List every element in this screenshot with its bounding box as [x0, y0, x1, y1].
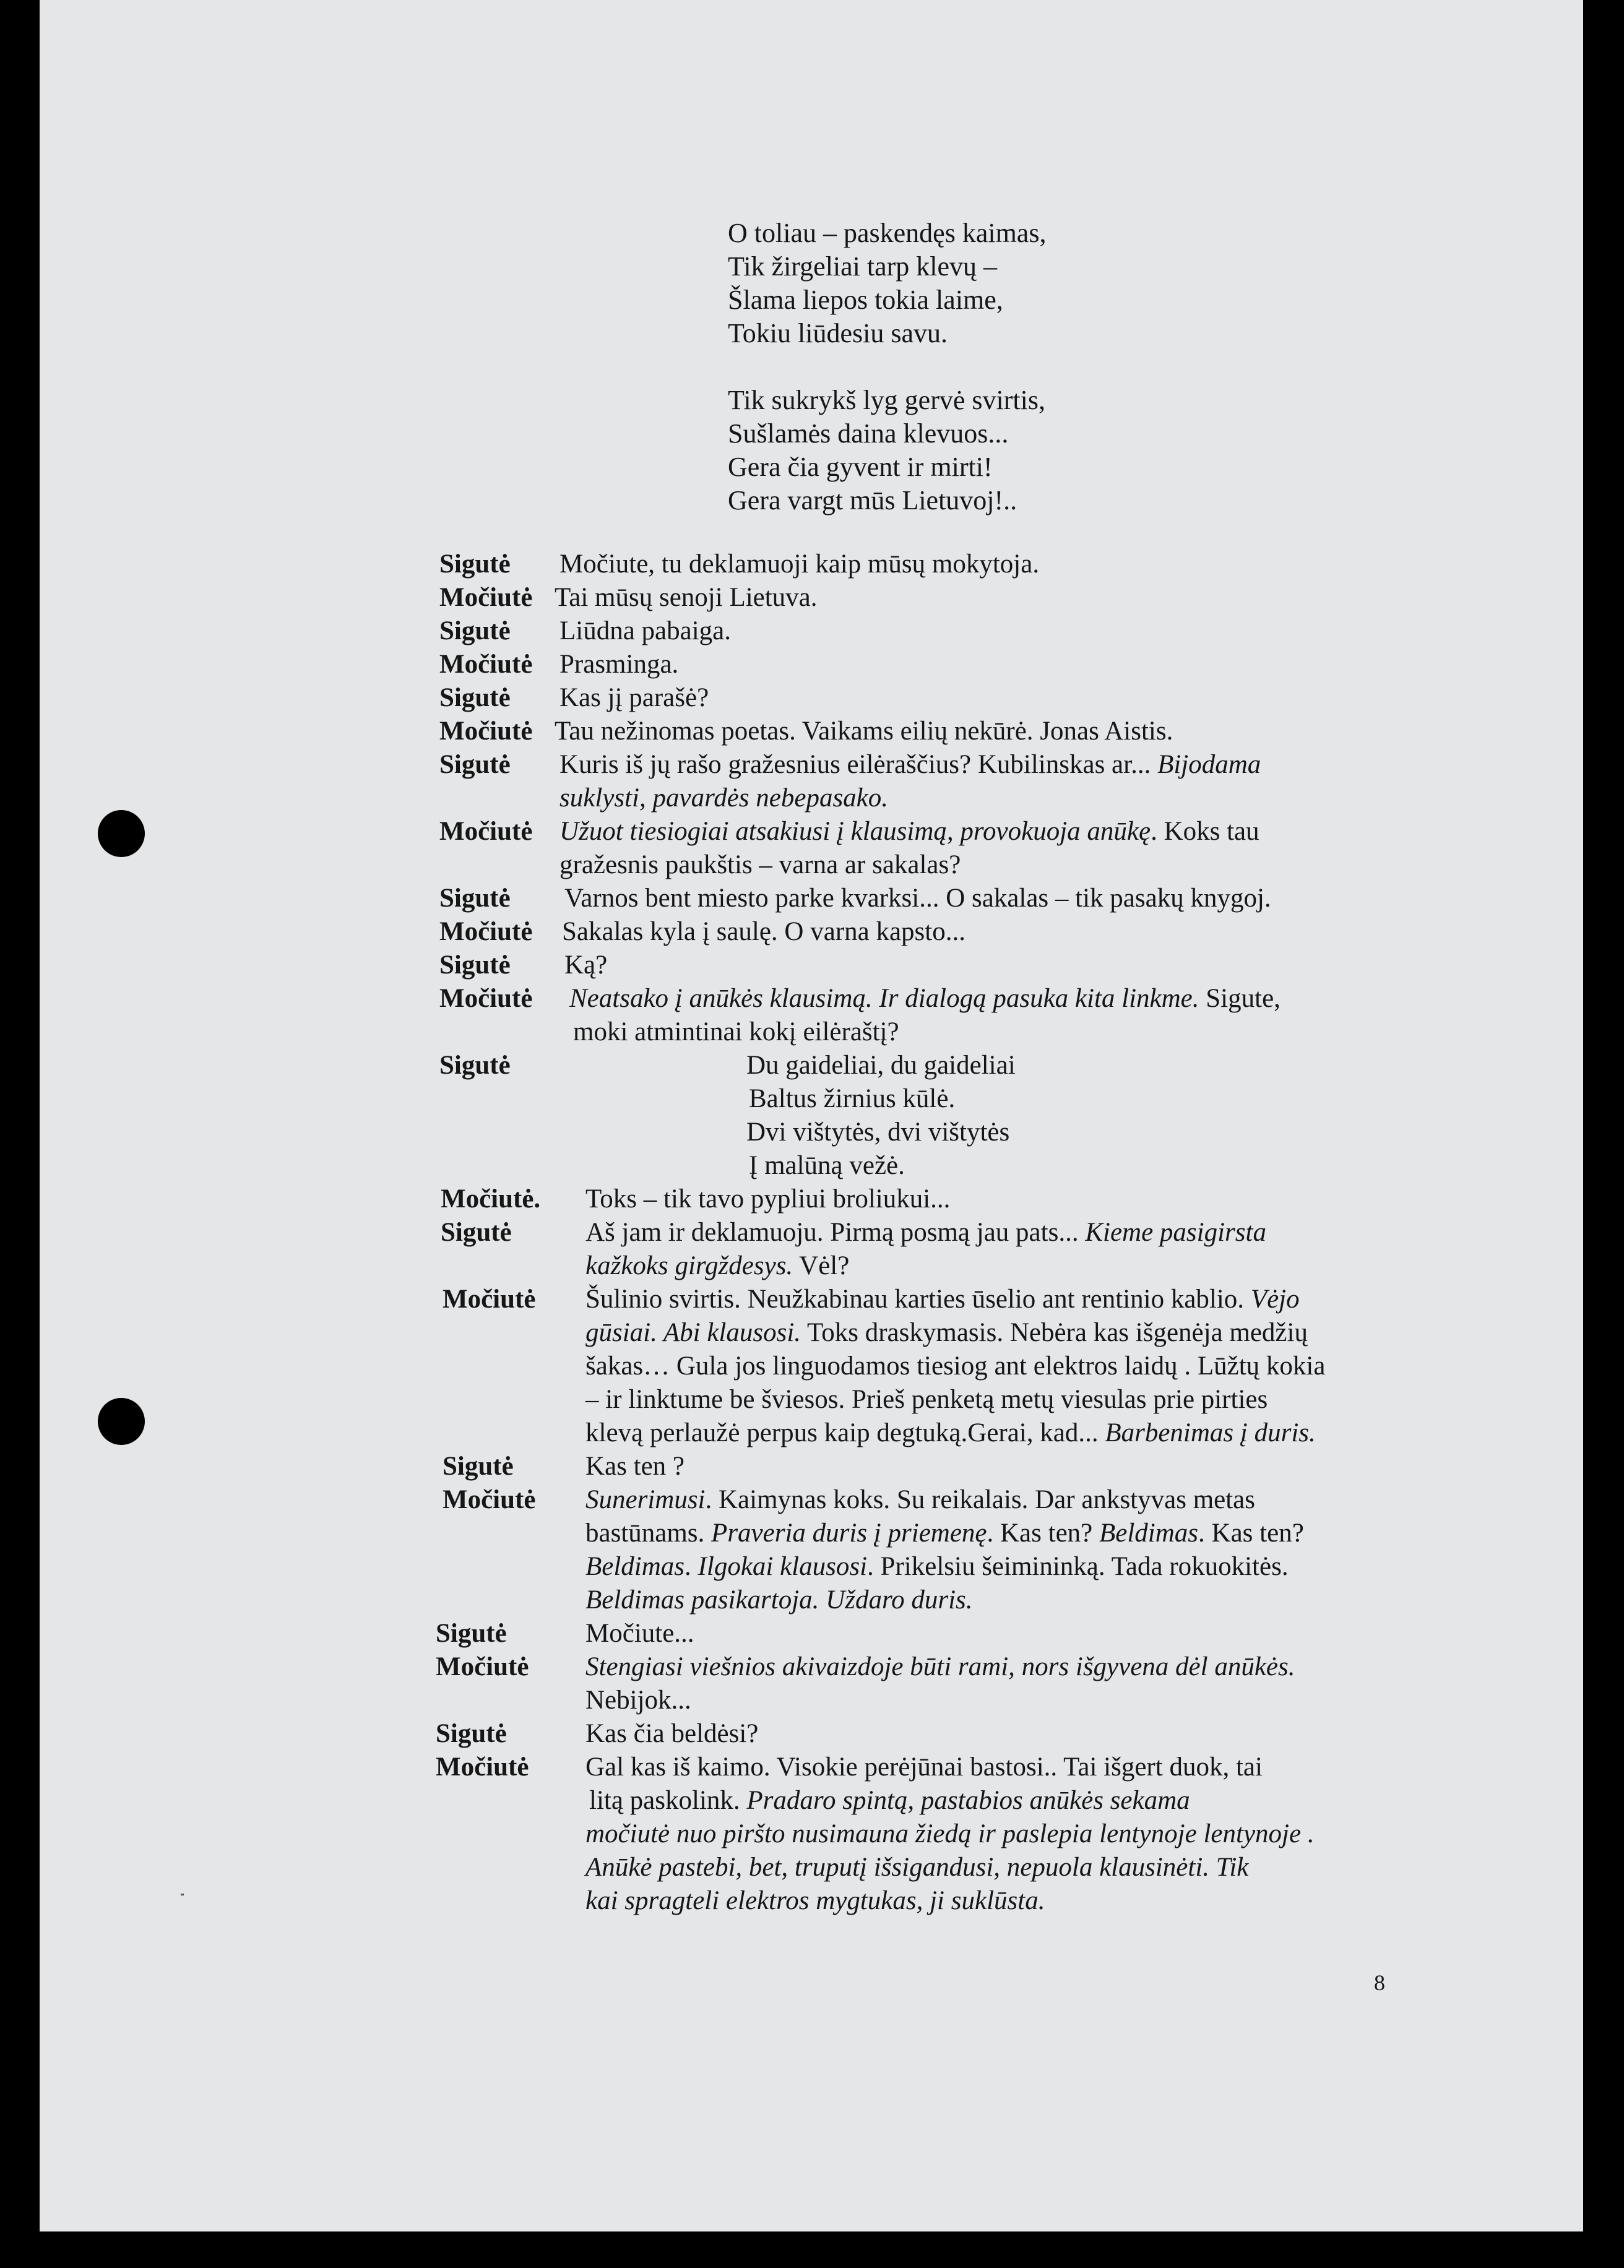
- dialog-text: [585, 1650, 1295, 1717]
- dialog-line: [585, 1316, 1325, 1350]
- dialog-text: [559, 548, 1039, 581]
- dialog-line: [585, 1383, 1325, 1416]
- dialog-text: [564, 882, 1271, 915]
- dialog-text: [585, 1483, 1304, 1617]
- poem-line: Tokiu liūdesiu savu.: [728, 318, 948, 348]
- stage-direction: Praveria duris į priemenę: [711, 1519, 987, 1548]
- dialog-line: [585, 1784, 1315, 1817]
- dialog-text: [559, 748, 1261, 815]
- spoken-text: Ką?: [564, 951, 608, 980]
- spoken-text: Šulinio svirtis. Neužkabinau karties ūselio ant rentinio kablio.: [585, 1285, 1251, 1314]
- poem-line: Šlama liepos tokia laime,: [728, 285, 1003, 315]
- dialog-text: [559, 614, 731, 648]
- speaker-name: Močiutė.: [441, 1184, 541, 1214]
- dialog-line: [585, 1416, 1325, 1450]
- page-number: 8: [1374, 1970, 1385, 1995]
- punch-hole: [98, 1398, 145, 1445]
- speaker-name: Močiutė: [439, 817, 533, 846]
- poem-line: Gera vargt mūs Lietuvoj!..: [728, 485, 1017, 515]
- dialog-line: [559, 614, 731, 648]
- stage-direction: kai spragteli elektros mygtukas, ji suklūsta.: [585, 1886, 1045, 1915]
- spoken-text: Toks draskymasis. Nebėra kas išgenėja medžių: [801, 1318, 1308, 1347]
- dialog-line: [585, 1617, 694, 1650]
- punch-hole: [98, 810, 145, 857]
- dialog-text: [569, 982, 1281, 1049]
- spoken-text: .: [685, 1552, 698, 1581]
- poem-line: Tik sukrykš lyg gervė svirtis,: [728, 385, 1045, 415]
- spoken-text: . Koks tau: [1151, 817, 1259, 846]
- speaker-name: Močiutė: [443, 1485, 536, 1514]
- stage-direction: kažkoks girgždesys.: [585, 1251, 793, 1280]
- dialog-text: [585, 1450, 685, 1483]
- dialog-line: [585, 1517, 1304, 1550]
- dialog-line: [559, 782, 1261, 815]
- speaker-name: Sigutė: [443, 1452, 514, 1481]
- poem-line: Sušlamės daina klevuos...: [728, 418, 1009, 449]
- speaker-name: Močiutė: [436, 1652, 529, 1681]
- spoken-text: . Kaimynas koks. Su reikalais. Dar ankstyvas metas: [705, 1485, 1255, 1514]
- spoken-text: Tai mūsų senoji Lietuva.: [555, 583, 818, 612]
- dialog-line: [585, 1851, 1315, 1884]
- spoken-text: Liūdna pabaiga.: [559, 616, 732, 645]
- spoken-text: Aš jam ir deklamuoju. Pirmą posmą jau pats...: [585, 1218, 1086, 1247]
- spoken-text: Tau nežinomas poetas. Vaikams eilių nekūrė. Jonas Aistis.: [555, 717, 1173, 746]
- spoken-text: . Prikelsiu šeimininką. Tada rokuokitės.: [867, 1552, 1289, 1581]
- spoken-text: Sakalas kyla į saulę. O varna kapsto...: [562, 917, 965, 946]
- stage-direction: močiutė nuo piršto nusimauna žiedą ir paslepia lentynoje lentynoje .: [585, 1819, 1315, 1848]
- dialog-line: [746, 1082, 1016, 1116]
- poem-line: Gera čia gyvent ir mirti!: [728, 452, 993, 482]
- dialog-text: [585, 1617, 694, 1650]
- dialog-line: [585, 1550, 1304, 1584]
- dialog-line: [564, 949, 607, 982]
- speaker-name: Močiutė: [439, 583, 533, 612]
- poem-line: Tik žirgeliai tarp klevų –: [728, 251, 998, 282]
- stage-direction: Pradaro spintą, pastabios anūkės sekama: [746, 1786, 1190, 1815]
- spoken-text: Baltus žirnius kūlė.: [749, 1084, 956, 1113]
- dialog-text: [559, 681, 709, 715]
- spoken-text: Močiute, tu deklamuoji kaip mūsų mokytoja.: [559, 550, 1040, 579]
- spoken-text: Į malūną vežė.: [749, 1151, 905, 1180]
- spoken-text: Sigute,: [1199, 984, 1281, 1013]
- spoken-text: Močiute...: [585, 1619, 694, 1648]
- speaker-name: Sigutė: [439, 1051, 511, 1080]
- dialog-line: [746, 1116, 1016, 1149]
- stage-direction: Sunerimusi: [585, 1485, 706, 1514]
- dialog-line: [585, 1483, 1304, 1517]
- stage-direction: Beldimas: [585, 1552, 685, 1581]
- poem: [728, 217, 1046, 551]
- stage-direction: Vėjo: [1250, 1285, 1300, 1314]
- dialog-line: [585, 1183, 950, 1216]
- spoken-text: Gal kas iš kaimo. Visokie perėjūnai bastosi.. Tai išgert duok, tai: [585, 1753, 1263, 1782]
- dialog-text: [585, 1283, 1325, 1450]
- dialog-line: [746, 1149, 1016, 1183]
- spoken-text: Kuris iš jų rašo gražesnius eilėraščius? Kubilinskas ar...: [559, 750, 1158, 779]
- dialog-line: [585, 1717, 758, 1751]
- stage-direction: Ilgokai klausosi: [698, 1552, 868, 1581]
- dialog-line: [569, 982, 1281, 1015]
- stage-direction: Barbenimas į duris.: [1105, 1418, 1316, 1447]
- dialog-text: [585, 1183, 950, 1216]
- speaker-name: Sigutė: [439, 616, 511, 645]
- dialog-line: [585, 1584, 1304, 1617]
- dialog-line: [555, 581, 818, 614]
- stage-direction: Anūkė pastebi, bet, truputį išsigandusi, nepuola klausinėti. Tik: [585, 1853, 1249, 1882]
- dialog-line: [559, 548, 1039, 581]
- spoken-text: Nebijok...: [585, 1686, 691, 1715]
- spoken-text: klevą perlaužė perpus kaip degtuką.Gerai, kad...: [585, 1418, 1105, 1447]
- speaker-name: Sigutė: [439, 683, 511, 712]
- dialog-line: [585, 1684, 1295, 1717]
- dialog-text: [559, 815, 1259, 882]
- speaker-name: Močiutė: [439, 650, 533, 679]
- spoken-text: Kas ten ?: [585, 1452, 685, 1481]
- speaker-name: Močiutė: [439, 984, 533, 1013]
- poem-stanza: [728, 384, 1046, 517]
- scan-speck: [181, 1894, 184, 1895]
- dialog-line: [569, 1015, 1281, 1049]
- dialog-text: [746, 1049, 1016, 1183]
- dialog-line: [585, 1450, 685, 1483]
- spoken-text: gražesnis paukštis – varna ar sakalas?: [559, 850, 961, 879]
- dialog-line: [559, 648, 678, 681]
- spoken-text: Kas čia beldėsi?: [585, 1719, 759, 1748]
- stage-direction: Užuot tiesiogiai atsakiusi į klausimą, provokuoja anūkę: [559, 817, 1151, 846]
- stage-direction: Kieme pasigirsta: [1085, 1218, 1266, 1247]
- speaker-name: Močiutė: [443, 1285, 536, 1314]
- dialog-text: [564, 949, 607, 982]
- speaker-name: Močiutė: [439, 917, 533, 946]
- dialog-line: [559, 848, 1259, 882]
- spoken-text: Prasminga.: [559, 650, 679, 679]
- spoken-text: šakas… Gula jos linguodamos tiesiog ant elektros laidų . Lūžtų kokia: [585, 1352, 1326, 1381]
- spoken-text: Kas jį parašė?: [559, 683, 709, 712]
- spoken-text: Dvi vištytės, dvi vištytės: [746, 1118, 1010, 1147]
- spoken-text: Du gaideliai, du gaideliai: [746, 1051, 1016, 1080]
- stage-direction: Stengiasi viešnios akivaizdoje būti rami, nors išgyvena dėl anūkės.: [585, 1652, 1295, 1681]
- spoken-text: Vėl?: [793, 1251, 850, 1280]
- speaker-name: Sigutė: [441, 1218, 512, 1247]
- dialog-line: [585, 1350, 1325, 1383]
- speaker-name: Močiutė: [439, 717, 533, 746]
- poem-line: O toliau – paskendęs kaimas,: [728, 218, 1047, 248]
- spoken-text: Varnos bent miesto parke kvarksi... O sakalas – tik pasakų knygoj.: [564, 884, 1271, 913]
- dialog-line: [585, 1650, 1295, 1684]
- dialog-text: [562, 915, 965, 949]
- speaker-name: Sigutė: [436, 1719, 507, 1748]
- speaker-name: Sigutė: [436, 1619, 507, 1648]
- dialog-line: [585, 1751, 1315, 1784]
- dialog-text: [559, 648, 678, 681]
- dialog-line: [585, 1216, 1266, 1249]
- stage-direction: Beldimas pasikartoja. Uždaro duris.: [585, 1585, 973, 1615]
- stage-direction: Neatsako į anūkės klausimą. Ir dialogą pasuka kita linkme.: [569, 984, 1199, 1013]
- dialog-text: [585, 1717, 758, 1751]
- speaker-name: Močiutė: [436, 1753, 529, 1782]
- dialog-line: [559, 815, 1259, 848]
- spoken-text: Toks – tik tavo pypliui broliukui...: [585, 1184, 951, 1214]
- speaker-name: Sigutė: [439, 884, 511, 913]
- dialog-line: [746, 1049, 1016, 1082]
- dialog-line: [564, 882, 1271, 915]
- dialog-line: [555, 715, 1173, 748]
- dialog-text: [555, 715, 1173, 748]
- dialog-line: [585, 1283, 1325, 1316]
- spoken-text: – ir linktume be šviesos. Prieš penketą metų viesulas prie pirties: [585, 1385, 1268, 1414]
- stage-direction: suklysti, pavardės nebepasako.: [559, 783, 889, 813]
- poem-stanza: [728, 217, 1046, 350]
- dialog-line: [559, 748, 1261, 782]
- spoken-text: . Kas ten?: [987, 1519, 1099, 1548]
- dialog-line: [585, 1817, 1315, 1851]
- dialog-text: [585, 1216, 1266, 1283]
- speaker-name: Sigutė: [439, 951, 511, 980]
- spoken-text: litą paskolink.: [589, 1786, 747, 1815]
- dialog-line: [585, 1884, 1315, 1918]
- dialog-line: [585, 1249, 1266, 1283]
- dialog-text: [555, 581, 818, 614]
- stage-direction: Beldimas: [1099, 1519, 1199, 1548]
- stage-direction: Bijodama: [1157, 750, 1261, 779]
- dialog-text: [585, 1751, 1315, 1918]
- spoken-text: bastūnams.: [585, 1519, 712, 1548]
- dialog-line: [562, 915, 965, 949]
- spoken-text: . Kas ten?: [1198, 1519, 1304, 1548]
- speaker-name: Sigutė: [439, 550, 511, 579]
- speaker-name: Sigutė: [439, 750, 511, 779]
- stage-direction: gūsiai. Abi klausosi.: [585, 1318, 801, 1347]
- dialog-line: [559, 681, 709, 715]
- spoken-text: moki atmintinai kokį eilėraštį?: [573, 1017, 899, 1046]
